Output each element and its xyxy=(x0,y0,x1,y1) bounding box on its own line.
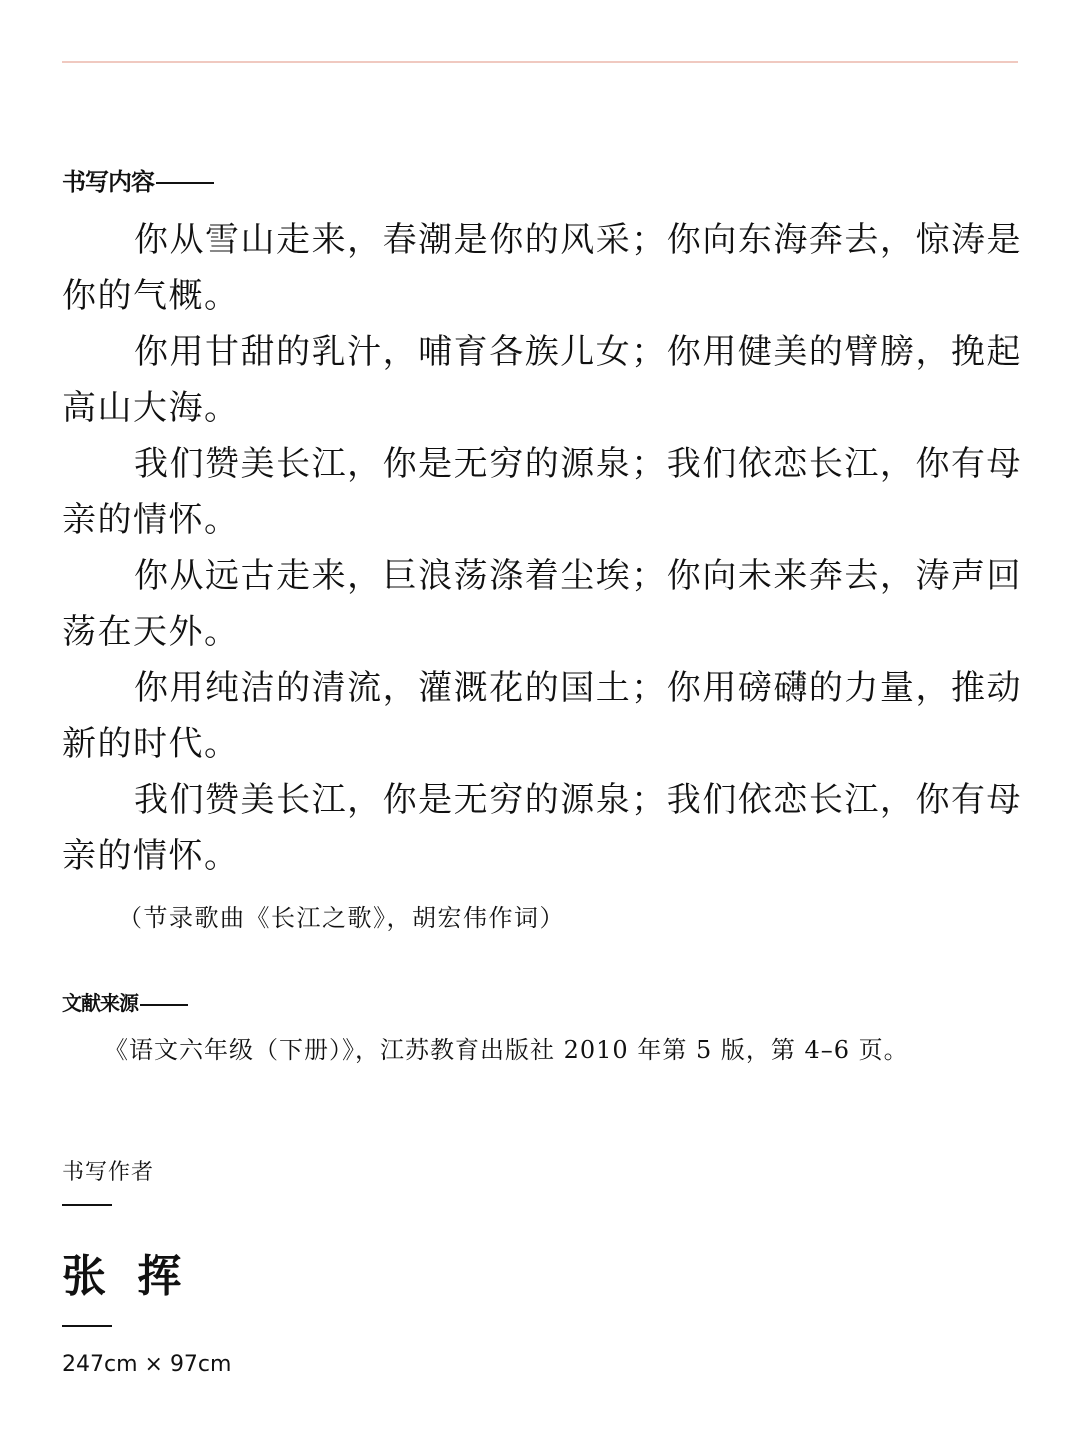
paragraph: 我们赞美长江，你是无穷的源泉；我们依恋长江，你有母亲的情怀。 xyxy=(62,444,1022,540)
excerpt-note: （节录歌曲《长江之歌》，胡宏伟作词） xyxy=(118,904,565,932)
paragraph: 你用纯洁的清流，灌溉花的国土；你用磅礴的力量，推动新的时代。 xyxy=(62,668,1022,764)
heading-dash xyxy=(140,1004,188,1006)
paragraph: 你用甘甜的乳汁，哺育各族儿女；你用健美的臂膀，挽起高山大海。 xyxy=(62,332,1022,428)
author-divider-top xyxy=(62,1204,112,1206)
paragraph: 我们赞美长江，你是无穷的源泉；我们依恋长江，你有母亲的情怀。 xyxy=(62,780,1022,876)
source-heading xyxy=(62,987,188,1016)
paragraph: 你从远古走来，巨浪荡涤着尘埃；你向未来奔去，涛声回荡在天外。 xyxy=(62,556,1022,652)
content-heading-label: 书写内容 xyxy=(62,168,154,196)
author-divider-bottom xyxy=(62,1325,112,1327)
author-heading: 书写作者 xyxy=(62,1160,155,1185)
source-citation: 《语文六年级（下册）》，江苏教育出版社 2010 年第 5 版，第 4–6 页。 xyxy=(104,1036,909,1064)
lyrics-body xyxy=(62,212,1022,884)
content-heading xyxy=(62,162,214,197)
top-divider xyxy=(62,61,1018,63)
author-name: 张 挥 xyxy=(62,1251,190,1302)
source-heading-label: 文献来源 xyxy=(62,991,138,1015)
artwork-dimensions: 247cm × 97cm xyxy=(62,1352,232,1377)
paragraph: 你从雪山走来，春潮是你的风采；你向东海奔去，惊涛是你的气概。 xyxy=(62,220,1022,316)
heading-dash xyxy=(156,182,214,184)
